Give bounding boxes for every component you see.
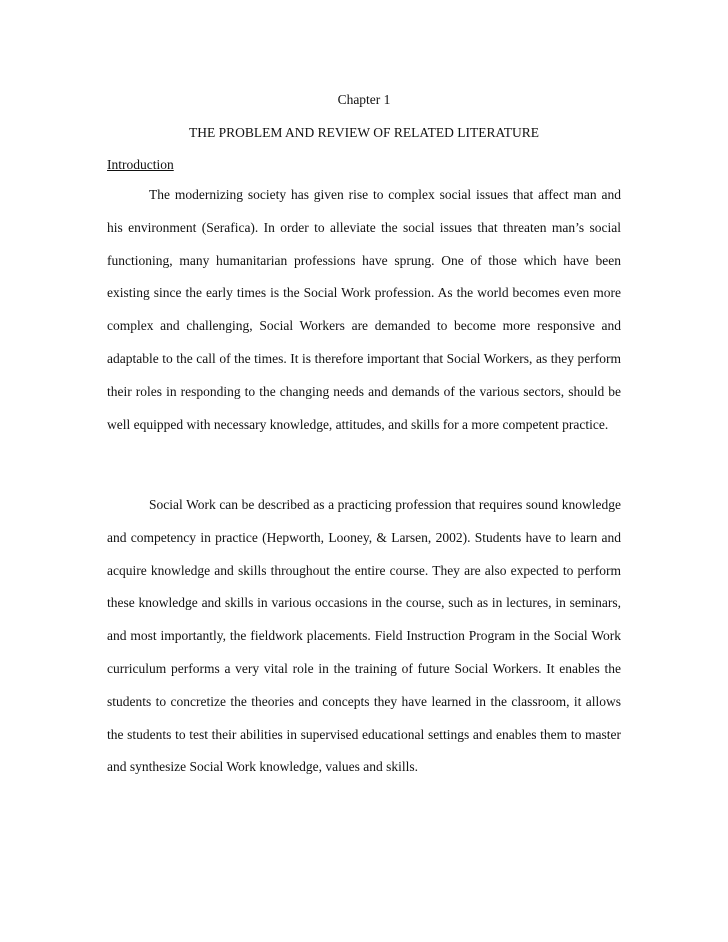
section-heading-introduction: Introduction [107,157,174,172]
chapter-title: THE PROBLEM AND REVIEW OF RELATED LITERATURE [189,125,539,140]
chapter-label: Chapter 1 [337,92,391,107]
body-paragraph: Social Work can be described as a practicing profession that requires sound knowledge and competency in practice (Hepworth, Looney, & Larsen, 2002). Students have to learn and acquire knowledge and skills throughout the entire course. They are also expected to perform these knowledge and skills in various occasions in the course, such as in lectures, in seminars, and most importantly, the fieldwork placements. Field Instruction Program in the Social Work curriculum performs a very vital role in the training of future Social Workers. It enables the students to concretize the theories and concepts they have learned in the classroom, it allows the students to test their abilities in supervised educational settings and enables them to master and synthesize Social Work knowledge, values and skills. [107,497,621,775]
body-paragraph: The modernizing society has given rise to complex social issues that affect man and his environment (Serafica). In order to alleviate the social issues that threaten man’s social functioning, many humanitarian professions have sprung. One of those which have been existing since the early times is the Social Work profession. As the world becomes even more complex and challenging, Social Workers are demanded to become more responsive and adaptable to the call of the times. It is therefore important that Social Workers, as they perform their roles in responding to the changing needs and demands of the various sectors, should be well equipped with necessary knowledge, attitudes, and skills for a more competent practice. [107,187,621,432]
